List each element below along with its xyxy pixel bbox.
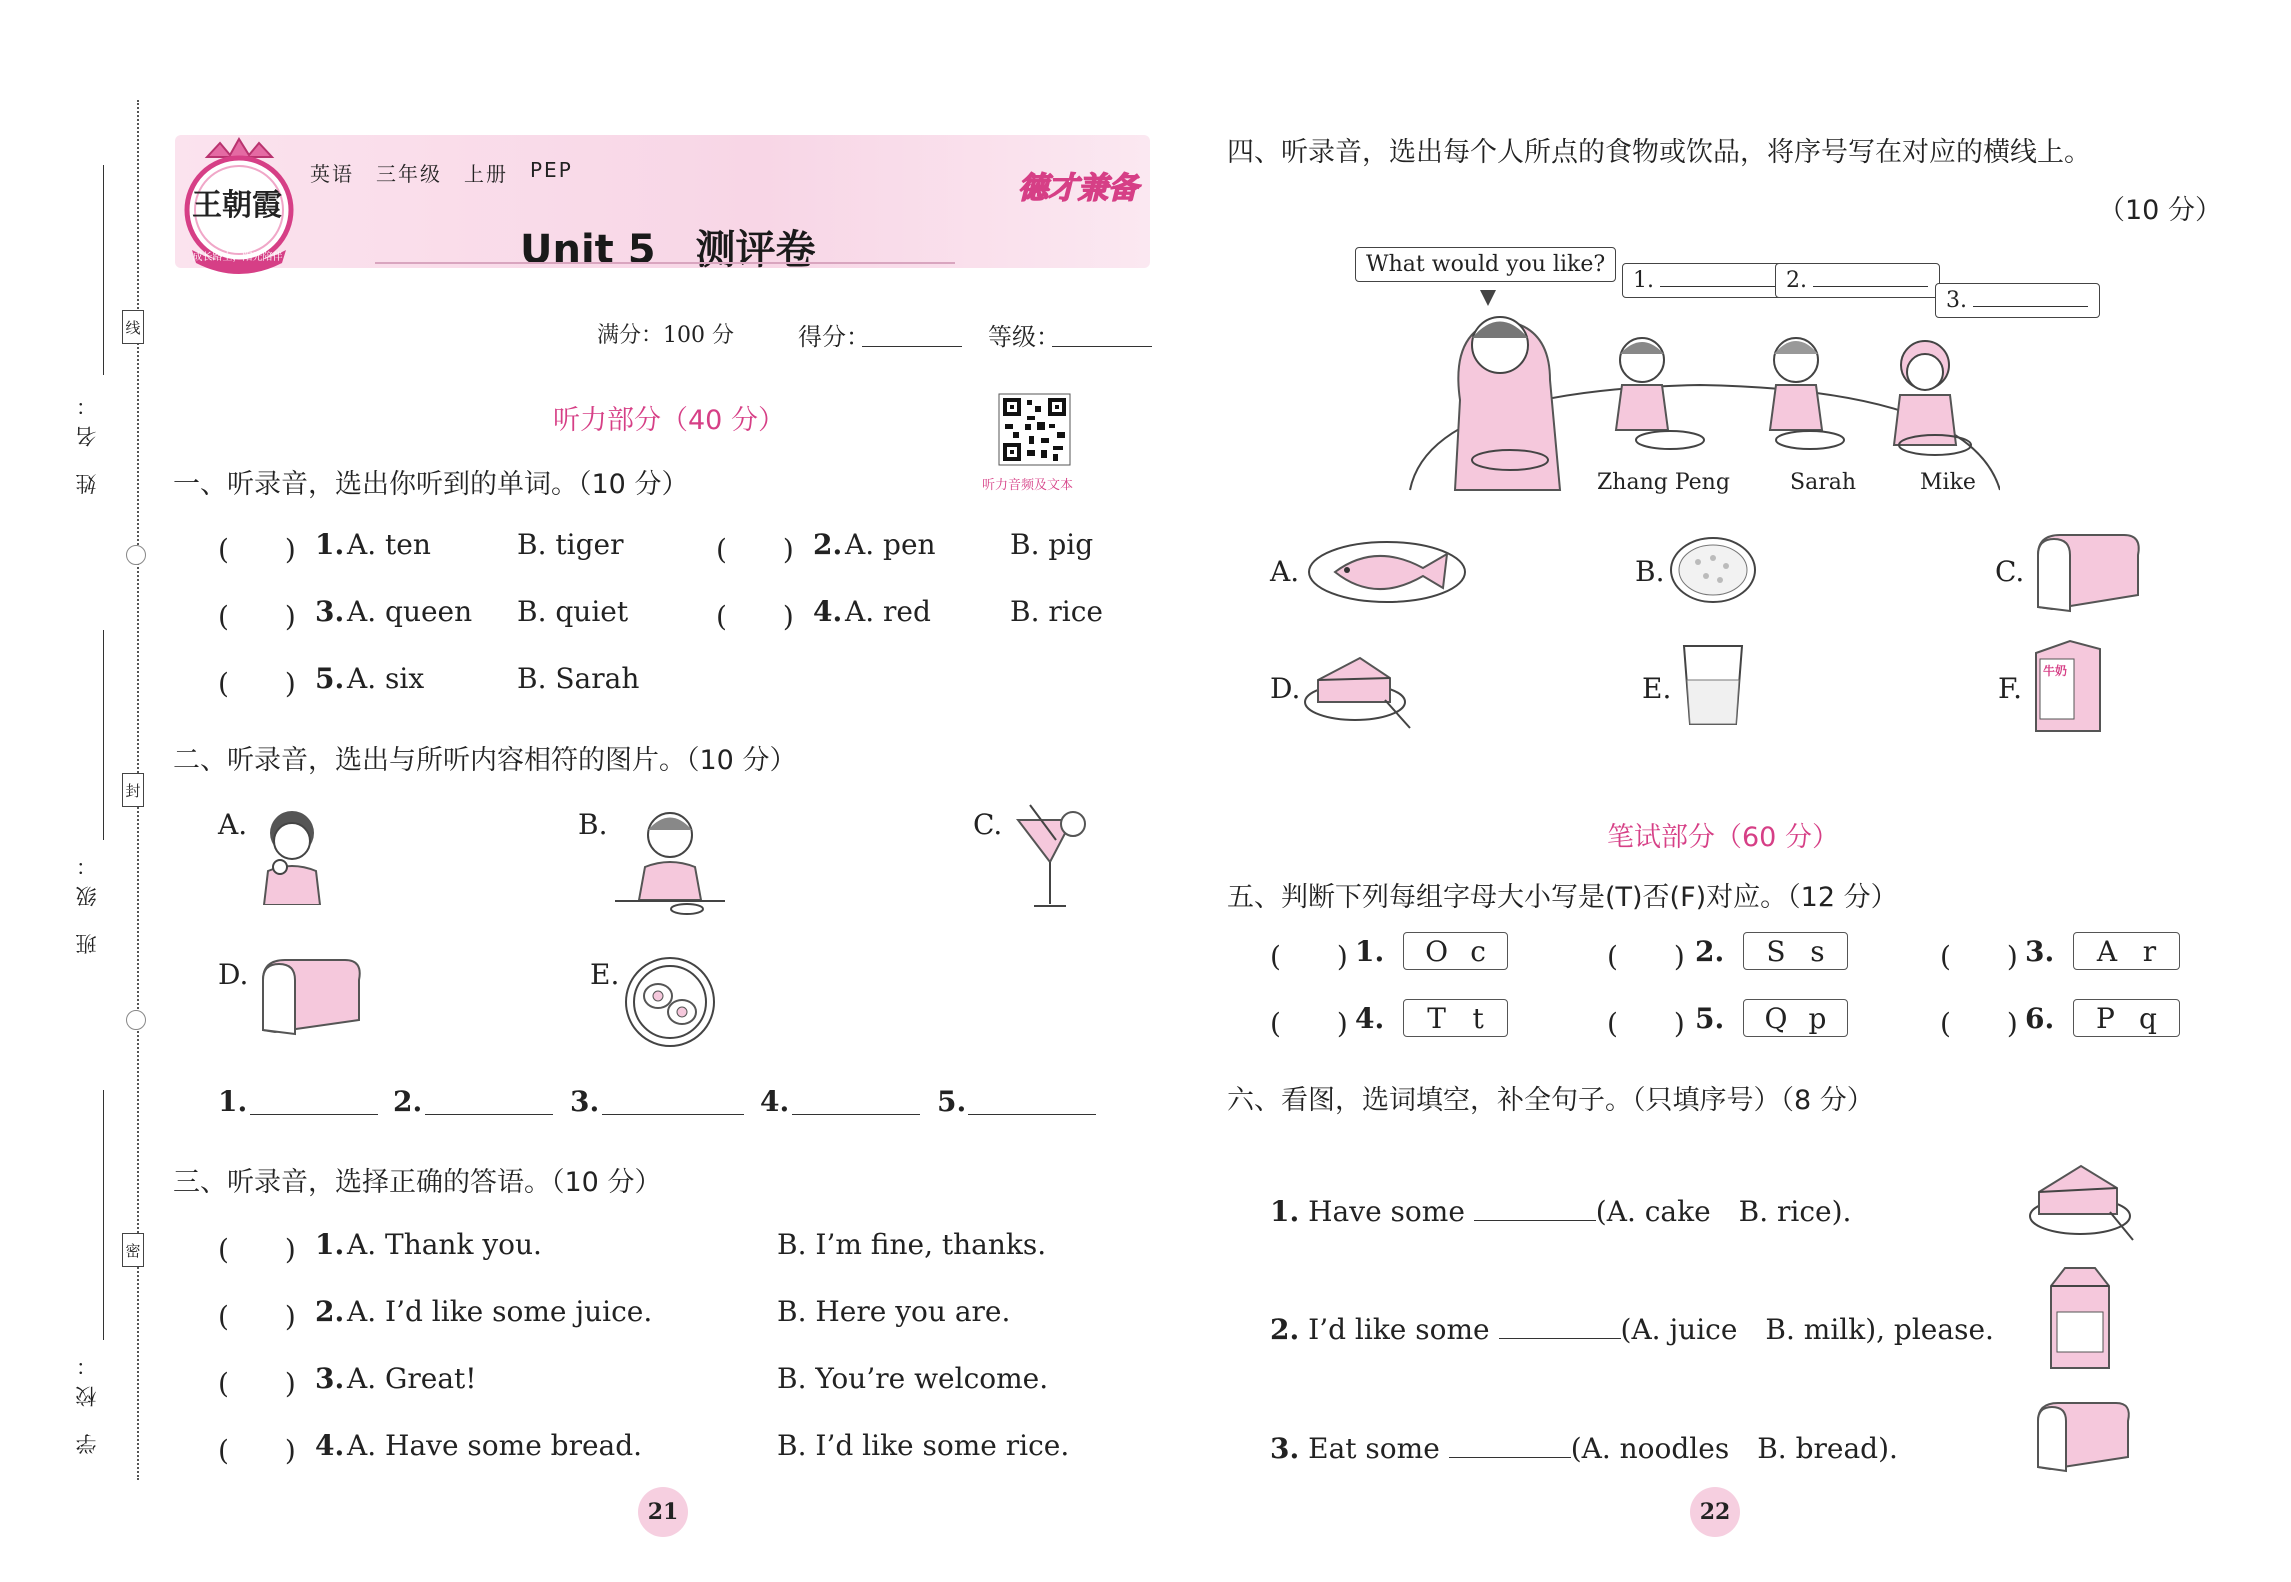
uppercase-letter: S — [1766, 934, 1786, 968]
binding-hole-icon — [126, 545, 146, 565]
letter-pair-box — [1403, 999, 1508, 1037]
answer-paren[interactable]: ( ) — [1270, 940, 1348, 973]
name-sarah: Sarah — [1790, 470, 1856, 495]
item-number: 3. — [1270, 1432, 1300, 1465]
pic-label-c: C. — [973, 808, 1003, 841]
seal-mark: 封 — [122, 773, 144, 807]
answer-paren[interactable]: ( ) — [218, 1367, 296, 1400]
item-number: 2. — [315, 1295, 345, 1328]
rice-bowl-icon — [1668, 532, 1758, 611]
item-number: 1. — [1355, 935, 1385, 968]
answer-paren[interactable]: ( ) — [218, 1300, 296, 1333]
option-b: B. tiger — [517, 528, 624, 561]
uppercase-letter: Q — [1764, 1001, 1788, 1035]
option-a: A. I’d like some juice. — [347, 1295, 653, 1328]
name-mike: Mike — [1920, 470, 1976, 495]
option-label-e: E. — [1642, 672, 1672, 705]
lowercase-letter: q — [2139, 1001, 2157, 1035]
sentence-start: I’d like some — [1308, 1313, 1490, 1346]
option-label-a: A. — [1270, 555, 1300, 588]
option-b: B. Sarah — [517, 662, 640, 695]
answer-blank[interactable] — [250, 1114, 378, 1115]
section-4-title: 四、听录音，选出每个人所点的食物或饮品，将序号写在对应的横线上。 — [1227, 137, 2091, 168]
bubble-number: 3. — [1946, 288, 1967, 313]
subject: 英语 — [310, 162, 354, 186]
answer-paren[interactable]: ( ) — [1940, 940, 2018, 973]
page-number-right: 22 — [1690, 1487, 1740, 1537]
line-mark: 线 — [122, 310, 144, 344]
bread-icon — [2030, 525, 2145, 619]
answer-paren[interactable]: ( ) — [218, 600, 296, 633]
milk-carton-icon — [2030, 635, 2105, 739]
item-number: 1. — [315, 1228, 345, 1261]
answer-blank[interactable] — [425, 1114, 553, 1115]
letter-pair-box — [1743, 932, 1848, 970]
letter-pair-box — [1403, 932, 1508, 970]
option-b: B. I’d like some rice. — [777, 1429, 1070, 1462]
full-marks: 满分：100 分 — [597, 323, 734, 348]
option-b: B. pig — [1010, 528, 1094, 561]
answer-paren[interactable]: ( ) — [1607, 1007, 1685, 1040]
answer-paren[interactable]: ( ) — [1940, 1007, 2018, 1040]
bubble-number: 1. — [1633, 268, 1654, 293]
item-number: 6. — [2025, 1002, 2055, 1035]
title-underline — [375, 262, 955, 264]
answer-paren[interactable]: ( ) — [218, 1233, 296, 1266]
item-number: 2. — [813, 528, 843, 561]
section-4-score: （10 分） — [2098, 195, 2222, 226]
section-6-title: 六、看图，选词填空，补全句子。（只填序号）（8 分） — [1227, 1085, 1874, 1116]
qr-code-icon[interactable] — [997, 392, 1072, 467]
item-number: 3. — [2025, 935, 2055, 968]
answer-paren[interactable]: ( ) — [1607, 940, 1685, 973]
grade-label: 等级： — [988, 323, 1060, 351]
brand-name: 王朝霞 — [192, 188, 282, 223]
pic-label-a: A. — [218, 808, 248, 841]
option-label-c: C. — [1995, 555, 2025, 588]
cake-icon — [1300, 640, 1415, 734]
item-number: 1. — [1270, 1195, 1300, 1228]
seal-mark-2: 密 — [122, 1233, 144, 1267]
question-bubble: What would you like? — [1355, 247, 1616, 282]
item-number: 5. — [315, 662, 345, 695]
answer-number: 4. — [760, 1085, 790, 1118]
book-info — [310, 158, 573, 187]
juice-glass-icon — [1010, 800, 1090, 919]
item-number: 5. — [1695, 1002, 1725, 1035]
answer-paren[interactable]: ( ) — [218, 1434, 296, 1467]
fish-icon — [1305, 530, 1470, 614]
score-label: 得分： — [798, 323, 870, 351]
fill-blank[interactable] — [1474, 1220, 1596, 1221]
bubble-number: 2. — [1786, 268, 1807, 293]
option-b: B. rice — [1010, 595, 1103, 628]
item-number: 1. — [315, 528, 345, 561]
letter-pair-box — [2073, 932, 2180, 970]
bubble-blank[interactable] — [1660, 286, 1780, 287]
answer-number: 1. — [218, 1085, 248, 1118]
answer-paren[interactable]: ( ) — [218, 667, 296, 700]
sentence-start: Have some — [1308, 1195, 1465, 1228]
lowercase-letter: t — [1472, 1001, 1484, 1035]
pic-label-d: D. — [218, 958, 249, 991]
answer-blank[interactable] — [792, 1114, 920, 1115]
school-write-line — [103, 1090, 104, 1340]
letter-pair-box — [2073, 999, 2180, 1037]
name-zhang-peng: Zhang Peng — [1597, 470, 1730, 495]
class-write-line — [103, 630, 104, 840]
answer-number: 2. — [393, 1085, 423, 1118]
uppercase-letter: A — [2096, 934, 2118, 968]
option-a: A. red — [845, 595, 931, 628]
brand-slogan: 成长路上，阳光陪伴 — [192, 252, 283, 263]
qr-caption: 听力音频及文本 — [982, 478, 1074, 493]
section-2-title: 二、听录音，选出与所听内容相符的图片。（10 分） — [173, 745, 797, 776]
choice-options: (A. cake B. rice). — [1595, 1195, 1852, 1228]
uppercase-letter: T — [1427, 1001, 1446, 1035]
item-number: 3. — [315, 1362, 345, 1395]
uppercase-letter: O — [1425, 934, 1449, 968]
girl-eating-icon — [615, 805, 725, 924]
choice-options: (A. noodles B. bread). — [1570, 1432, 1898, 1465]
fill-item-2 — [1270, 1308, 1994, 1348]
class-label: 班 级： — [75, 845, 99, 955]
bread-icon — [2030, 1395, 2135, 1479]
option-b: B. I’m fine, thanks. — [777, 1228, 1047, 1261]
lowercase-letter: p — [1808, 1001, 1827, 1035]
option-label-d: D. — [1270, 672, 1301, 705]
school-label: 学 校： — [75, 1345, 99, 1455]
answer-number: 3. — [570, 1085, 600, 1118]
milk-carton-icon — [2045, 1262, 2115, 1376]
fill-blank[interactable] — [1499, 1338, 1621, 1339]
water-glass-icon — [1678, 640, 1748, 734]
pic-label-b: B. — [578, 808, 608, 841]
section-5-title: 五、判断下列每组字母大小写是(T)否(F)对应。（12 分） — [1227, 882, 1898, 913]
eggs-plate-icon — [620, 952, 720, 1056]
badge: 德才兼备 — [1018, 171, 1138, 206]
lowercase-letter: r — [2142, 934, 2157, 968]
edition: PEP — [530, 158, 573, 182]
section-3-title: 三、听录音，选择正确的答语。（10 分） — [173, 1167, 662, 1198]
uppercase-letter: P — [2096, 1001, 2115, 1035]
item-number: 3. — [315, 595, 345, 628]
bread-icon — [255, 950, 365, 1044]
option-a: A. ten — [347, 528, 431, 561]
fill-item-1 — [1270, 1190, 1851, 1230]
fill-item-3 — [1270, 1427, 1898, 1467]
option-b: B. Here you are. — [777, 1295, 1011, 1328]
item-number: 2. — [1695, 935, 1725, 968]
fill-blank[interactable] — [1449, 1457, 1571, 1458]
cake-icon — [2025, 1150, 2140, 1249]
answer-bubble-3[interactable] — [1935, 283, 2100, 318]
answer-blank[interactable] — [602, 1114, 744, 1115]
grade: 三年级 — [376, 162, 442, 186]
name-label: 姓 名： — [75, 385, 99, 495]
binding-hole-icon — [126, 1010, 146, 1030]
option-b: B. You’re welcome. — [777, 1362, 1049, 1395]
option-a: A. six — [347, 662, 425, 695]
option-b: B. quiet — [517, 595, 629, 628]
writing-title: 笔试部分（60 分） — [1607, 822, 1839, 853]
option-a: A. Thank you. — [347, 1228, 542, 1261]
sentence-start: Eat some — [1308, 1432, 1440, 1465]
answer-paren[interactable]: ( ) — [716, 600, 794, 633]
milk-label: 牛奶 — [2043, 664, 2068, 678]
answer-bubble-2[interactable] — [1775, 263, 1940, 298]
option-a: A. Great! — [347, 1362, 477, 1395]
option-a: A. Have some bread. — [347, 1429, 643, 1462]
section-1-title: 一、听录音，选出你听到的单词。（10 分） — [173, 469, 689, 500]
page-title: Unit 5 测评卷 — [520, 227, 816, 273]
bubble-tail — [1480, 290, 1496, 306]
pic-label-e: E. — [590, 958, 620, 991]
bubble-blank[interactable] — [1973, 306, 2088, 307]
grade-blank[interactable] — [1052, 346, 1152, 347]
option-a: A. pen — [845, 528, 936, 561]
option-label-b: B. — [1635, 555, 1665, 588]
lowercase-letter: s — [1810, 934, 1825, 968]
listening-title: 听力部分（40 分） — [553, 405, 785, 436]
page-number-left: 21 — [638, 1487, 688, 1537]
name-write-line — [103, 165, 104, 375]
answer-blank[interactable] — [968, 1114, 1096, 1115]
answer-bubble-1[interactable] — [1622, 263, 1792, 298]
item-number: 4. — [813, 595, 843, 628]
answer-paren[interactable]: ( ) — [716, 533, 794, 566]
item-number: 4. — [315, 1429, 345, 1462]
option-a: A. queen — [347, 595, 473, 628]
boy-eating-icon — [250, 805, 330, 909]
option-label-f: F. — [1998, 672, 2022, 705]
volume: 上册 — [464, 162, 508, 186]
answer-paren[interactable]: ( ) — [1270, 1007, 1348, 1040]
bubble-blank[interactable] — [1813, 286, 1928, 287]
item-number: 2. — [1270, 1313, 1300, 1346]
score-blank[interactable] — [862, 346, 962, 347]
letter-pair-box — [1743, 999, 1848, 1037]
choice-options: (A. juice B. milk), please. — [1620, 1313, 1994, 1346]
item-number: 4. — [1355, 1002, 1385, 1035]
lowercase-letter: c — [1470, 934, 1486, 968]
answer-paren[interactable]: ( ) — [218, 533, 296, 566]
answer-number: 5. — [937, 1085, 967, 1118]
